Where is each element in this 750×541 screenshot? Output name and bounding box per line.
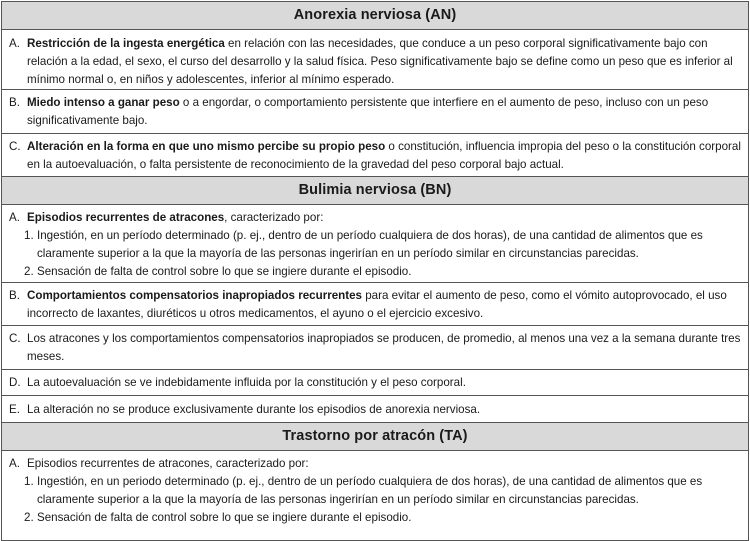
criterion-bn-e <box>2 396 748 423</box>
criterion-bn-b <box>2 283 748 326</box>
criterion-ta-a <box>2 451 748 541</box>
criterion-letter: A. <box>9 37 20 50</box>
criterion-letter: A. <box>9 457 20 470</box>
sub-item-number: 1. <box>24 475 34 488</box>
criterion-letter: C. <box>9 140 21 153</box>
criteria-table <box>1 1 749 541</box>
criterion-an-b <box>2 90 748 134</box>
criterion-letter: D. <box>9 376 21 389</box>
criterion-bold-text: Restricción de la ingesta energética <box>27 37 225 50</box>
criterion-text: Episodios recurrentes de atracones, caracterizado por: <box>27 457 309 470</box>
sub-item-text: Sensación de falta de control sobre lo que se ingiere durante el episodio. <box>37 511 412 524</box>
criterion-text: La alteración no se produce exclusivamente durante los episodios de anorexia nerviosa. <box>27 403 481 416</box>
criterion-bold-text: Miedo intenso a ganar peso <box>27 96 180 109</box>
sub-item-text: Sensación de falta de control sobre lo que se ingiere durante el episodio. <box>37 265 412 278</box>
criterion-bold-text: Episodios recurrentes de atracones <box>27 211 225 224</box>
criterion-an-a <box>2 30 748 90</box>
criterion-text: o constitución, influencia impropia del peso o la constitución corporal en la autoevaluación, o falta persistente de reconocimiento de la gravedad del peso corporal bajo actual. <box>27 140 741 171</box>
criterion-an-c <box>2 134 748 177</box>
criterion-bold-text: Comportamientos compensatorios inapropiados recurrentes <box>27 289 363 302</box>
sub-item-1 <box>24 227 742 263</box>
criterion-text: , caracterizado por: <box>224 211 324 224</box>
section-header-anorexia: Anorexia nerviosa (AN) <box>2 2 748 30</box>
criterion-text: La autoevaluación se ve indebidamente influida por la constitución y el peso corporal. <box>27 376 466 389</box>
section-header-bulimia: Bulimia nerviosa (BN) <box>2 177 748 205</box>
sub-item-number: 2. <box>24 265 34 278</box>
criterion-letter: B. <box>9 289 20 302</box>
criterion-bold-text: Alteración en la forma en que uno mismo percibe su propio peso <box>27 140 386 153</box>
criterion-letter: C. <box>9 332 21 345</box>
criterion-text: en relación con las necesidades, que conduce a un peso corporal significativamente bajo con relación a la edad, el sexo, el curso del desarrollo y la salud física. Peso significativamente bajo se define como un peso que es inferior al mínimo normal o, en niños y adolescentes, inferior al mínimo esperado. <box>27 37 733 86</box>
criterion-letter: B. <box>9 96 20 109</box>
criterion-letter: A. <box>9 211 20 224</box>
sub-item-number: 2. <box>24 511 34 524</box>
criterion-text: para evitar el aumento de peso, como el vómito autoprovocado, el uso incorrecto de laxantes, diuréticos u otros medicamentos, el ayuno o el ejercicio excesivo. <box>27 289 727 320</box>
sub-item-text: Ingestión, en un periodo determinado (p. ej., dentro de un período cualquiera de dos horas), de una cantidad de alimentos que es claramente superior a la que la mayoría de las personas ingerirían en un período similar en circunstancias parecidas. <box>37 475 703 506</box>
criterion-text: Los atracones y los comportamientos compensatorios inapropiados se producen, de promedio, al menos una vez a la semana durante tres meses. <box>27 332 741 363</box>
sub-item-2 <box>24 509 742 527</box>
sub-item-2 <box>24 263 742 281</box>
sub-item-number: 1. <box>24 229 34 242</box>
section-header-binge: Trastorno por atracón (TA) <box>2 423 748 451</box>
criterion-bn-a <box>2 205 748 283</box>
criterion-text: o a engordar, o comportamiento persistente que interfiere en el aumento de peso, incluso con un peso significativamente bajo. <box>27 96 709 127</box>
criterion-bn-c <box>2 326 748 370</box>
sub-item-1 <box>24 473 742 509</box>
sub-item-text: Ingestión, en un período determinado (p. ej., dentro de un período cualquiera de dos horas), de una cantidad de alimentos que es claramente superior a la que la mayoría de las personas ingerirían en un período similar en circunstancias parecidas. <box>37 229 703 260</box>
criterion-letter: E. <box>9 403 20 416</box>
criterion-bn-d <box>2 370 748 396</box>
